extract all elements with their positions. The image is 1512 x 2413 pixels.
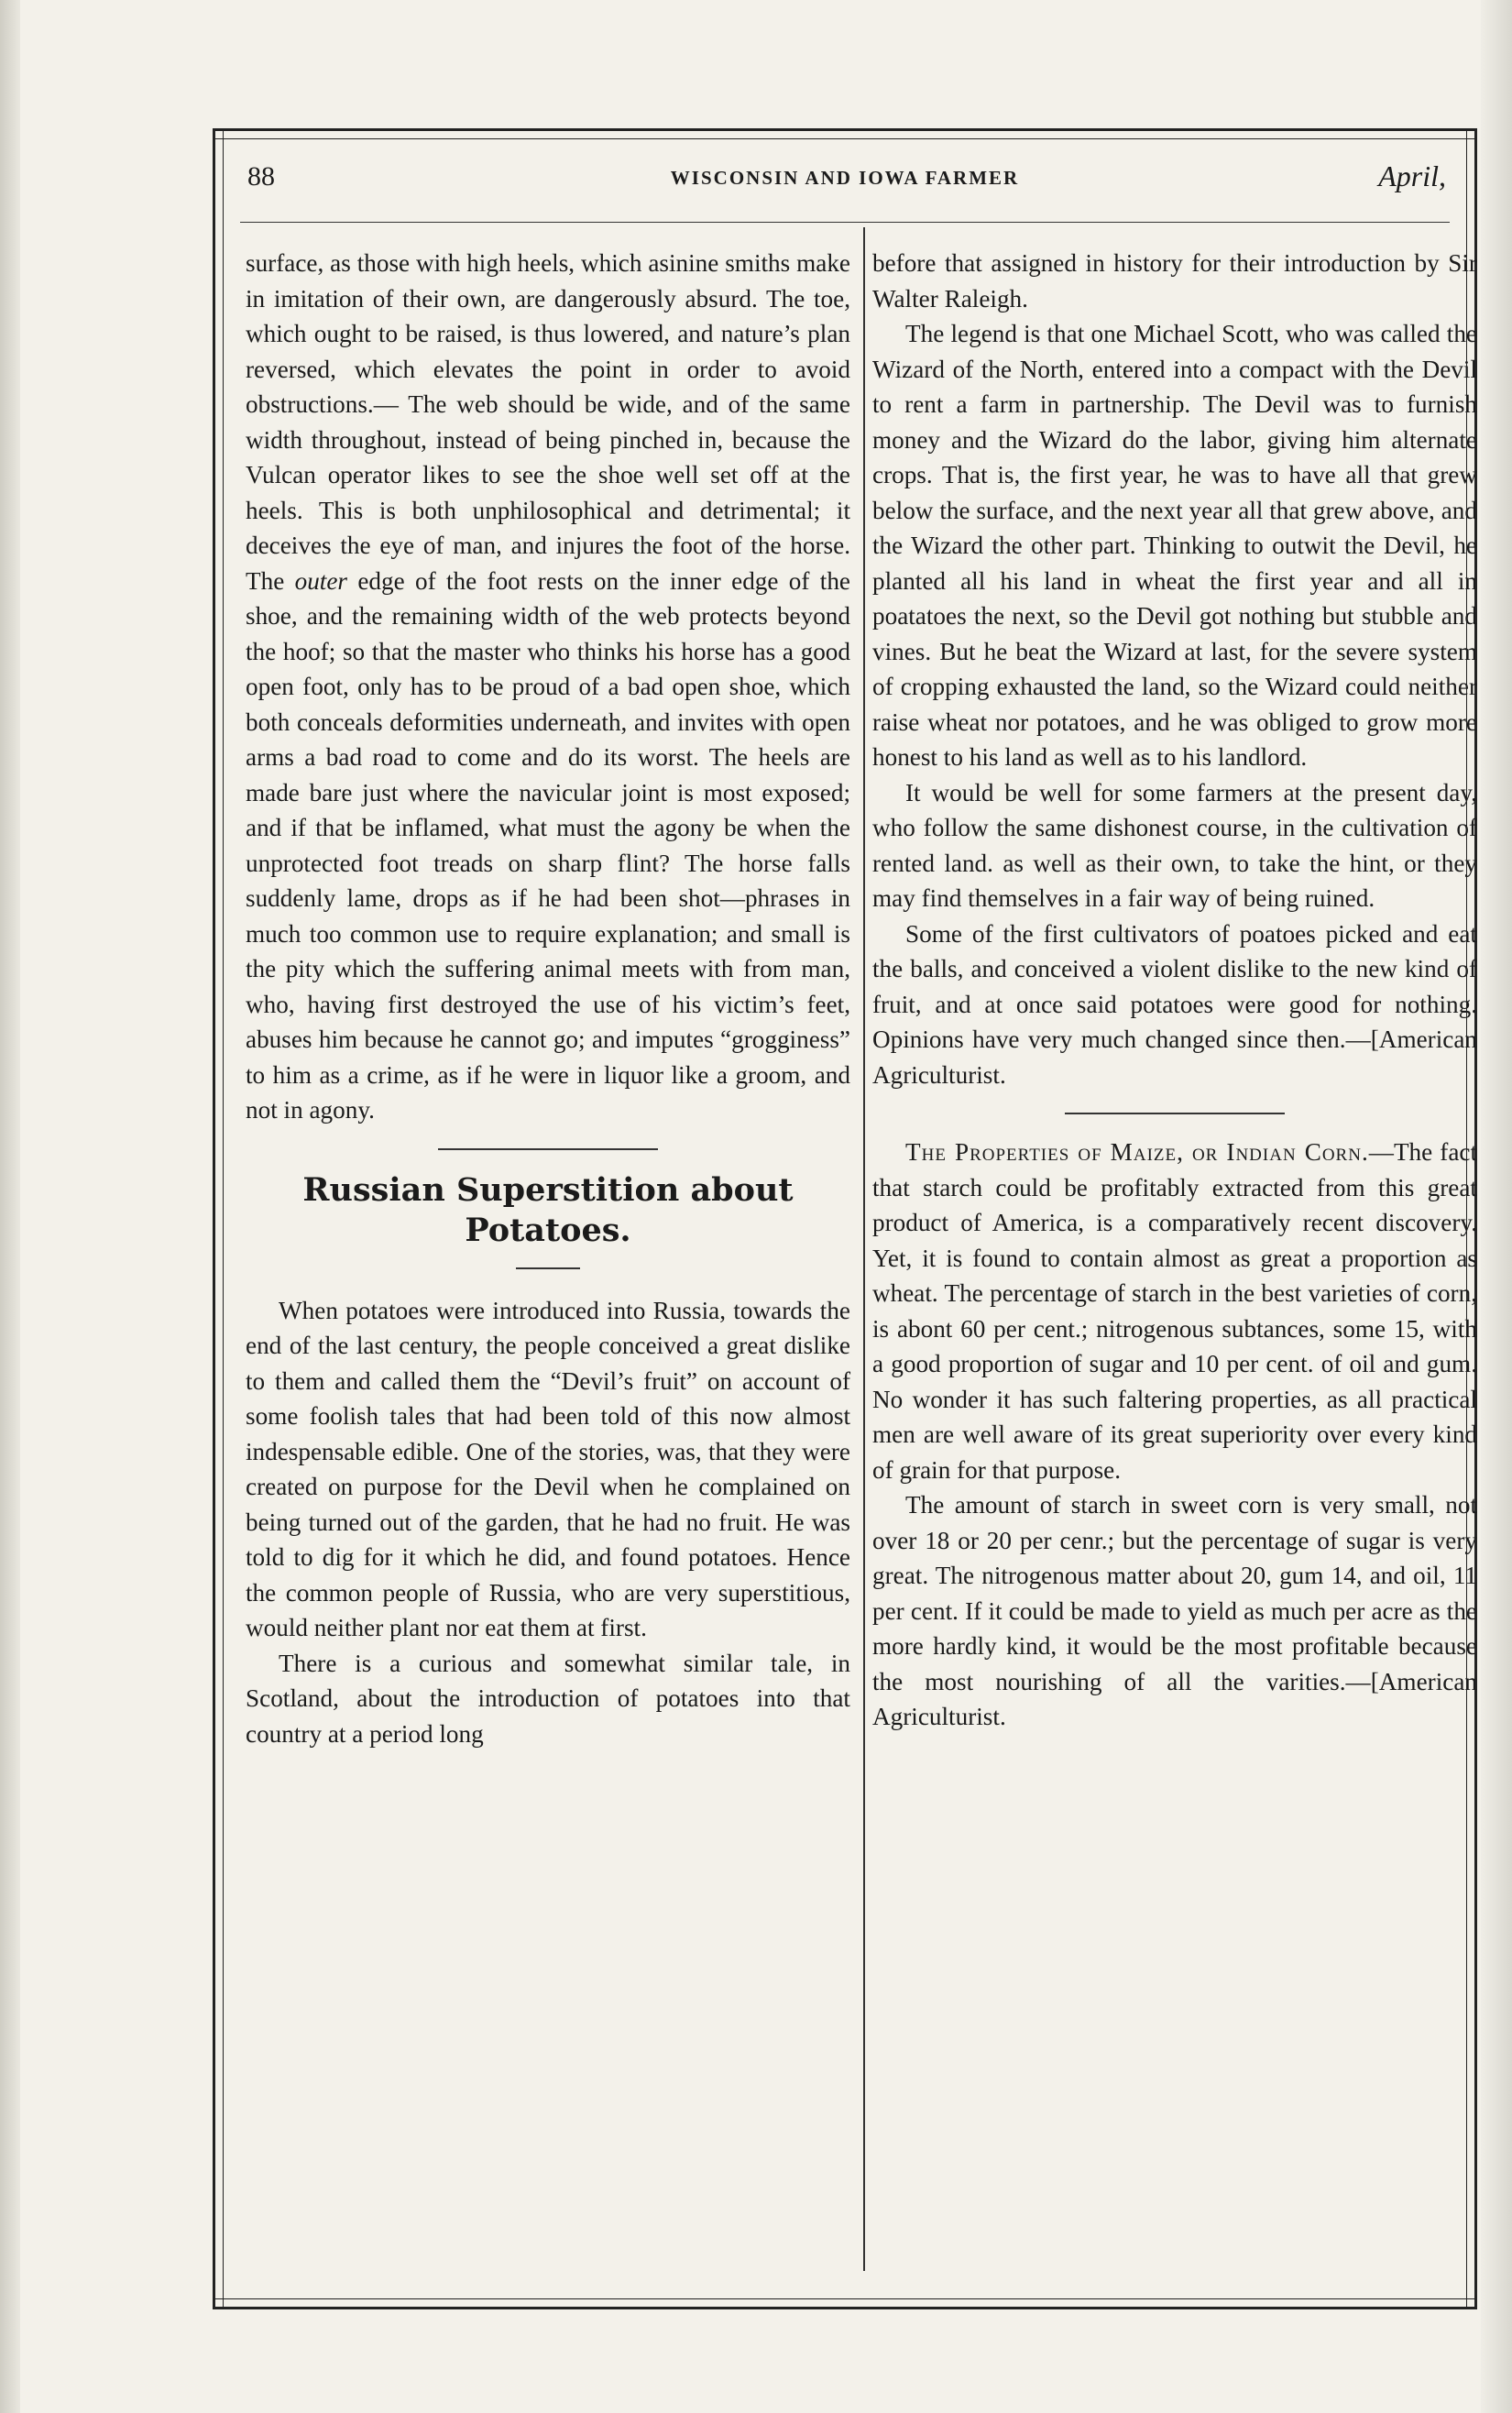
section-divider-rule [438,1148,658,1150]
first-cultivators-paragraph: Some of the first cultivators of poatoes picked and eat the balls, and conceived a violent dislike to the new kind of fruit, and at once said potatoes were good for nothing. Opinions have very much changed since then.—[American Agriculturist. [872,919,1477,1089]
right-column [872,246,1477,1735]
scan-edge-right [1481,0,1512,2413]
outer-emphasis: outer [294,566,347,595]
page-frame-bottom [213,2298,1477,2309]
scan-edge-left [0,0,20,2413]
continued-paragraph: before that assigned in history for their introduction by Sir Walter Raleigh. [872,249,1477,313]
horseshoe-text: surface, as those with high heels, which asinine smiths make in imitation of their own, are dangerously absurd. The toe, which ought to be raised, is thus lowered, and nature’s plan reversed, which elevates the point in order to avoid obstructions.— The web should be wide, and of the same width throughout, instead of being pinched in, because the Vulcan operator likes to see the shoe well set off at the heels. This is both unphilosophical and detrimental; it deceives the eye of man, and injures the foot of the horse. The [246,249,850,595]
newspaper-page [213,128,1477,2309]
horseshoe-text-continued: edge of the foot rests on the inner edge of the shoe, and the remaining width of the web protects beyond the hoof; so that the master who thinks his horse has a good open foot, only has to be proud of a bad open shoe, which both conceals deformities underneath, and invites with open arms a bad road to come and do its worst. The heels are made bare just where the navicular joint is most exposed; and if that be inflamed, what must the agony be when the unprotected foot treads on sharp flint? The horse falls suddenly lame, drops as if he had been shot—phrases in much too common use to require explanation; and small is the pity which the suffering animal meets with from man, who, having first destroyed the use of his victim’s feet, abuses him because he cannot go; and imputes “grogginess” to him as a crime, as if he were in liquor like a groom, and not in agony. [246,566,850,1124]
page-header [240,159,1450,205]
page-frame-left [213,128,224,2309]
column-divider [863,227,865,2271]
maize-properties-paragraph [872,1135,1477,1487]
header-rule [240,222,1450,223]
michael-scott-paragraph: The legend is that one Michael Scott, who was called the Wizard of the North, entered into a compact with the Devil to rent a farm in partnership. The Devil was to furnish money and the Wizard do the labor, giving him alternate crops. That is, the first year, he was to have all that grew below the surface, and the next year all that grew above, and the Wizard the other part. Thinking to outwit the Devil, he planted all his land in wheat the first year and all in poatatoes the next, so the Devil got nothing but stubble and vines. But he beat the Wizard at last, for the severe system of cropping exhausted the land, so the Wizard could neither raise wheat nor potatoes, and he was obliged to grow more honest to his land as well as to his landlord. [872,320,1477,771]
running-title: WISCONSIN AND IOWA FARMER [670,167,1020,189]
page-frame-top [213,128,1477,139]
maize-article-lead: The Properties of Maize, or Indian Corn. [905,1138,1369,1166]
page-number: 88 [247,161,275,192]
section-divider-rule-right [1065,1113,1285,1114]
issue-month: April, [1378,159,1446,192]
left-column [246,246,850,1751]
sweet-corn-paragraph: The amount of starch in sweet corn is very small, not over 18 or 20 per cenr.; but the percentage of sugar is very great. The nitrogenous matter about 20, gum 14, and oil, 11 per cent. If it could be made to yield as much per acre as the more hardly kind, it would be the most profitable because the most nourishing of all the varities.—[American Agriculturist. [872,1491,1477,1730]
scotland-tale-paragraph: There is a curious and somewhat similar tale, in Scotland, about the introduction of potatoes into that country at a period long [246,1649,850,1748]
russian-potatoes-paragraph: When potatoes were introduced into Russia, towards the end of the last century, the people conceived a great dislike to them and called them the “Devil’s fruit” on account of some foolish tales that had been told of this now almost indespensable edible. One of the stories, was, that they were created on purpose for the Devil when he complained on being turned out of the garden, that he had no fruit. He was told to dig for it which he did, and found potatoes. Hence the common people of Russia, who are very superstitious, would neither plant nor eat them at first. [246,1296,850,1641]
heading-rule [516,1267,580,1269]
farmers-hint-paragraph: It would be well for some farmers at the present day, who follow the same dishonest course, in the cultivation of rented land. as well as their own, to take the hint, or they may find themselves in a fair way of being ruined. [872,778,1477,912]
horseshoe-paragraph [246,246,850,1128]
maize-article-text: —The fact that starch could be profitably extracted from this great product of America, is a comparatively recent discovery. Yet, it is found to contain almost as great a proportion as wheat. The percentage of starch in the best varieties of corn, is abont 60 per cent.; nitrogenous subtances, some 15, with a good proportion of sugar and 10 per cent. of oil and gum. No wonder it has such faltering properties, as all practical men are well aware of its great superiority over every kind of grain for that purpose. [872,1138,1478,1484]
article-heading: Russian Superstition about Potatoes. [302,1170,794,1249]
